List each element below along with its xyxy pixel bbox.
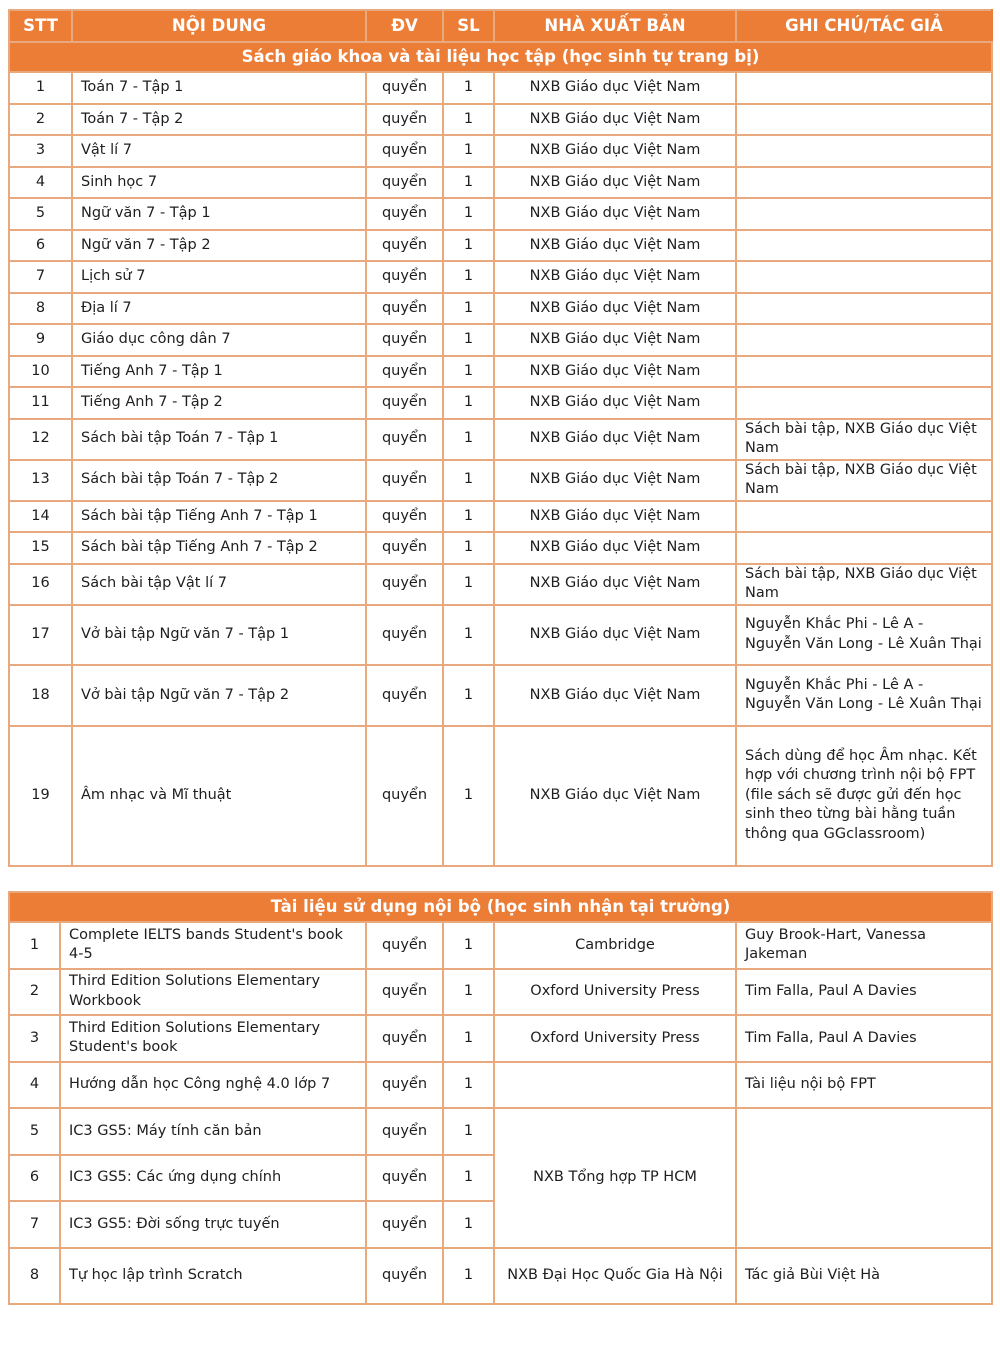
table-row [9,387,992,419]
row-content: Sinh học 7 [72,167,366,199]
row-number: 6 [9,1155,60,1202]
row-content: Toán 7 - Tập 1 [72,72,366,104]
row-publisher: Oxford University Press [494,1015,736,1062]
row-publisher: NXB Giáo dục Việt Nam [494,293,736,325]
row-note: Sách bài tập, NXB Giáo dục Việt Nam [736,564,992,605]
row-number: 19 [9,726,72,866]
row-number: 16 [9,564,72,605]
column-header-note: GHI CHÚ/TÁC GIẢ [736,10,992,42]
row-number: 11 [9,387,72,419]
row-note [736,387,992,419]
row-number: 7 [9,1201,60,1248]
row-number: 4 [9,1062,60,1109]
table-row [9,1248,992,1304]
table-row [9,230,992,262]
row-content: Âm nhạc và Mĩ thuật [72,726,366,866]
row-number: 6 [9,230,72,262]
row-publisher [494,1062,736,1109]
row-note: Nguyễn Khắc Phi - Lê A - Nguyễn Văn Long - Lê Xuân Thại [736,605,992,666]
table-row [9,501,992,533]
row-publisher: NXB Giáo dục Việt Nam [494,387,736,419]
row-publisher: Oxford University Press [494,969,736,1016]
row-unit: quyển [366,1108,443,1155]
column-header-publisher: NHÀ XUẤT BẢN [494,10,736,42]
row-content: Vật lí 7 [72,135,366,167]
row-quantity: 1 [443,1155,494,1202]
row-quantity: 1 [443,167,494,199]
row-content: Hướng dẫn học Công nghệ 4.0 lớp 7 [60,1062,366,1109]
row-unit: quyển [366,564,443,605]
row-number: 13 [9,460,72,501]
table-row [9,605,992,666]
table-row [9,532,992,564]
table-row [9,324,992,356]
table-row [9,135,992,167]
row-publisher: NXB Giáo dục Việt Nam [494,72,736,104]
row-publisher: NXB Giáo dục Việt Nam [494,167,736,199]
row-quantity: 1 [443,969,494,1016]
row-quantity: 1 [443,532,494,564]
row-unit: quyển [366,135,443,167]
table-row [9,922,992,969]
row-number: 3 [9,135,72,167]
row-number: 4 [9,167,72,199]
internal-materials-table-body [9,922,992,1304]
row-quantity: 1 [443,1108,494,1155]
row-quantity: 1 [443,135,494,167]
section-title: Tài liệu sử dụng nội bộ (học sinh nhận tại trường) [9,892,992,922]
row-publisher: NXB Giáo dục Việt Nam [494,419,736,460]
row-note [736,72,992,104]
row-publisher: NXB Giáo dục Việt Nam [494,230,736,262]
row-content: Sách bài tập Vật lí 7 [72,564,366,605]
row-number: 8 [9,293,72,325]
row-content: Sách bài tập Toán 7 - Tập 1 [72,419,366,460]
table-row [9,1108,992,1155]
row-quantity: 1 [443,1015,494,1062]
row-unit: quyển [366,1155,443,1202]
row-note [736,261,992,293]
row-content: Địa lí 7 [72,293,366,325]
column-header-row [9,10,992,42]
table-row [9,104,992,136]
row-note [736,135,992,167]
row-quantity: 1 [443,230,494,262]
row-note [736,293,992,325]
row-unit: quyển [366,922,443,969]
row-content: Ngữ văn 7 - Tập 1 [72,198,366,230]
row-publisher: NXB Giáo dục Việt Nam [494,605,736,666]
table-row [9,419,992,460]
row-unit: quyển [366,460,443,501]
row-content: Complete IELTS bands Student's book 4-5 [60,922,366,969]
row-unit: quyển [366,1062,443,1109]
row-content: IC3 GS5: Đời sống trực tuyến [60,1201,366,1248]
row-number: 18 [9,665,72,726]
row-quantity: 1 [443,1062,494,1109]
table-row [9,564,992,605]
column-header-qty: SL [443,10,494,42]
column-header-unit: ĐV [366,10,443,42]
row-number: 9 [9,324,72,356]
row-quantity: 1 [443,564,494,605]
row-note: Sách bài tập, NXB Giáo dục Việt Nam [736,419,992,460]
row-unit: quyển [366,198,443,230]
table-row [9,72,992,104]
table-row [9,1015,992,1062]
row-note [736,167,992,199]
row-publisher: NXB Giáo dục Việt Nam [494,532,736,564]
row-content: Giáo dục công dân 7 [72,324,366,356]
row-note [736,356,992,388]
row-note [736,1108,992,1248]
table-row [9,356,992,388]
row-publisher: NXB Giáo dục Việt Nam [494,356,736,388]
table-row [9,969,992,1016]
row-quantity: 1 [443,922,494,969]
row-publisher: NXB Giáo dục Việt Nam [494,261,736,293]
section-header-row [9,42,992,72]
row-number: 5 [9,1108,60,1155]
row-unit: quyển [366,1248,443,1304]
row-publisher: NXB Đại Học Quốc Gia Hà Nội [494,1248,736,1304]
row-unit: quyển [366,324,443,356]
row-unit: quyển [366,104,443,136]
textbook-table-body [9,72,992,866]
row-content: Third Edition Solutions Elementary Workbook [60,969,366,1016]
row-quantity: 1 [443,387,494,419]
row-number: 5 [9,198,72,230]
table-row [9,665,992,726]
row-quantity: 1 [443,261,494,293]
table-row [9,167,992,199]
row-unit: quyển [366,969,443,1016]
row-note: Guy Brook-Hart, Vanessa Jakeman [736,922,992,969]
row-note: Tài liệu nội bộ FPT [736,1062,992,1109]
row-content: IC3 GS5: Các ứng dụng chính [60,1155,366,1202]
row-note [736,532,992,564]
row-publisher: NXB Giáo dục Việt Nam [494,501,736,533]
row-content: Toán 7 - Tập 2 [72,104,366,136]
row-unit: quyển [366,167,443,199]
row-unit: quyển [366,726,443,866]
row-quantity: 1 [443,665,494,726]
row-number: 2 [9,969,60,1016]
row-note: Tác giả Bùi Việt Hà [736,1248,992,1304]
row-unit: quyển [366,419,443,460]
row-content: Lịch sử 7 [72,261,366,293]
row-note: Tim Falla, Paul A Davies [736,969,992,1016]
table-row [9,1062,992,1109]
row-number: 1 [9,922,60,969]
row-unit: quyển [366,387,443,419]
row-note [736,501,992,533]
row-content: Tiếng Anh 7 - Tập 2 [72,387,366,419]
row-quantity: 1 [443,1248,494,1304]
row-unit: quyển [366,72,443,104]
table-row [9,261,992,293]
row-quantity: 1 [443,324,494,356]
row-content: Vở bài tập Ngữ văn 7 - Tập 1 [72,605,366,666]
row-content: Ngữ văn 7 - Tập 2 [72,230,366,262]
row-note: Tim Falla, Paul A Davies [736,1015,992,1062]
row-quantity: 1 [443,726,494,866]
section-title: Sách giáo khoa và tài liệu học tập (học sinh tự trang bị) [9,42,992,72]
row-unit: quyển [366,665,443,726]
row-note: Sách bài tập, NXB Giáo dục Việt Nam [736,460,992,501]
table-row [9,460,992,501]
row-unit: quyển [366,532,443,564]
row-publisher: NXB Giáo dục Việt Nam [494,104,736,136]
row-number: 12 [9,419,72,460]
row-publisher: NXB Giáo dục Việt Nam [494,135,736,167]
row-quantity: 1 [443,293,494,325]
row-number: 8 [9,1248,60,1304]
column-header-content: NỘI DUNG [72,10,366,42]
row-number: 7 [9,261,72,293]
row-quantity: 1 [443,198,494,230]
row-content: Third Edition Solutions Elementary Student's book [60,1015,366,1062]
row-content: IC3 GS5: Máy tính căn bản [60,1108,366,1155]
row-note [736,230,992,262]
row-note [736,324,992,356]
table-row [9,293,992,325]
row-unit: quyển [366,230,443,262]
row-unit: quyển [366,605,443,666]
row-publisher: NXB Giáo dục Việt Nam [494,665,736,726]
row-unit: quyển [366,1015,443,1062]
row-publisher: NXB Giáo dục Việt Nam [494,198,736,230]
textbook-table [8,9,993,867]
row-number: 3 [9,1015,60,1062]
row-publisher: NXB Tổng hợp TP HCM [494,1108,736,1248]
row-quantity: 1 [443,104,494,136]
row-quantity: 1 [443,72,494,104]
row-publisher: NXB Giáo dục Việt Nam [494,726,736,866]
row-number: 1 [9,72,72,104]
row-unit: quyển [366,1201,443,1248]
row-publisher: NXB Giáo dục Việt Nam [494,324,736,356]
row-number: 2 [9,104,72,136]
row-content: Vở bài tập Ngữ văn 7 - Tập 2 [72,665,366,726]
row-number: 14 [9,501,72,533]
section-header-row [9,892,992,922]
row-quantity: 1 [443,501,494,533]
row-note [736,198,992,230]
row-unit: quyển [366,356,443,388]
row-publisher: NXB Giáo dục Việt Nam [494,460,736,501]
row-quantity: 1 [443,356,494,388]
row-note: Nguyễn Khắc Phi - Lê A - Nguyễn Văn Long - Lê Xuân Thại [736,665,992,726]
internal-materials-table [8,891,993,1305]
row-unit: quyển [366,293,443,325]
row-quantity: 1 [443,460,494,501]
row-content: Sách bài tập Tiếng Anh 7 - Tập 2 [72,532,366,564]
row-number: 15 [9,532,72,564]
row-content: Tiếng Anh 7 - Tập 1 [72,356,366,388]
table-row [9,726,992,866]
row-publisher: Cambridge [494,922,736,969]
row-number: 17 [9,605,72,666]
row-quantity: 1 [443,605,494,666]
row-content: Tự học lập trình Scratch [60,1248,366,1304]
table-row [9,198,992,230]
row-note: Sách dùng để học Âm nhạc. Kết hợp với chương trình nội bộ FPT (file sách sẽ được gửi đến học sinh theo từng bài hằng tuần thông qua GGclassroom) [736,726,992,866]
row-quantity: 1 [443,1201,494,1248]
row-content: Sách bài tập Tiếng Anh 7 - Tập 1 [72,501,366,533]
row-content: Sách bài tập Toán 7 - Tập 2 [72,460,366,501]
row-number: 10 [9,356,72,388]
column-header-stt: STT [9,10,72,42]
row-unit: quyển [366,501,443,533]
row-unit: quyển [366,261,443,293]
row-publisher: NXB Giáo dục Việt Nam [494,564,736,605]
row-quantity: 1 [443,419,494,460]
row-note [736,104,992,136]
